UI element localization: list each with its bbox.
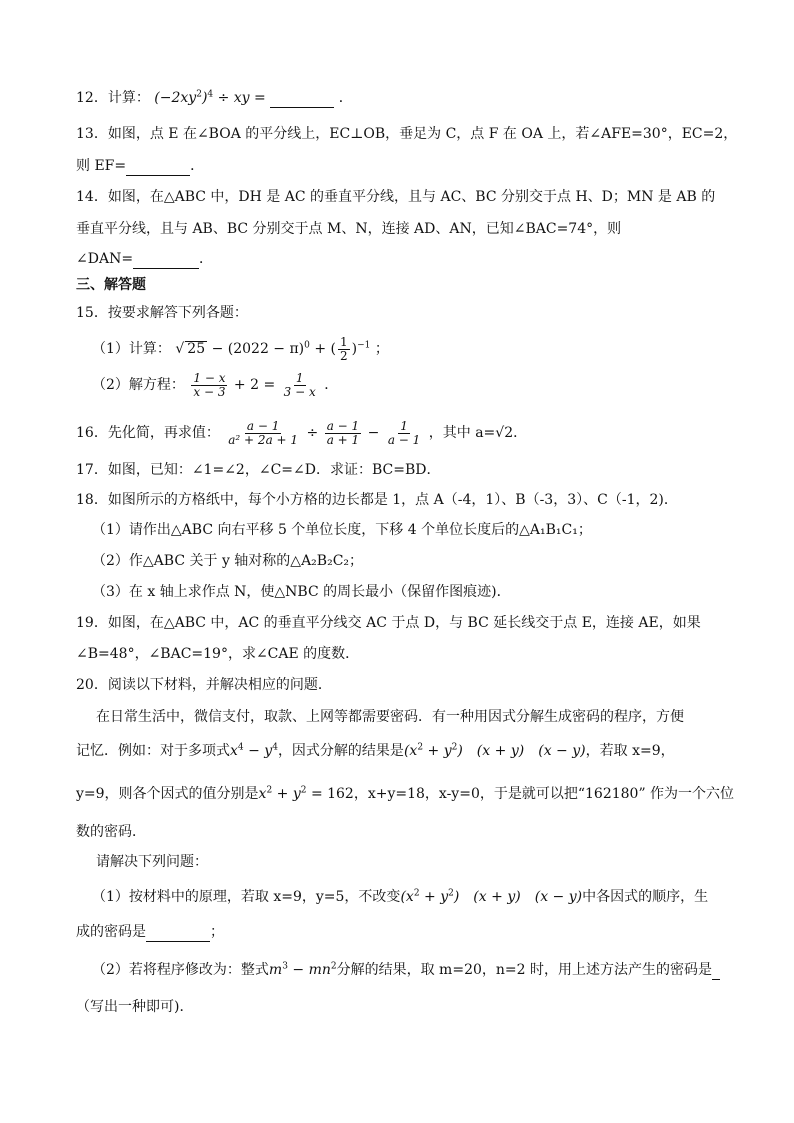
factored-expression: $(x^2 + y^2)$ (x + y) (x − y)	[400, 888, 583, 905]
section-heading: 三、解答题	[76, 277, 146, 293]
answer-blank[interactable]	[712, 963, 720, 980]
question-text: 阅读以下材料，并解决相应的问题．	[107, 677, 332, 693]
math-expression: √ $25 - (2022 - \pi)^0$ + ( $\frac{1}{2}$ )$^{-1}$	[175, 334, 371, 363]
question-number: 13．	[76, 126, 108, 142]
question-number: 19．	[76, 615, 108, 631]
question-20-part2: （2）若将程序修改为：整式$m^3 - mn^2$分解的结果，取 m=20，n=2 时，用上述方法产生的密码是	[92, 960, 720, 980]
question-19-line1	[76, 613, 701, 633]
question-20-prompt: 请解决下列问题：	[96, 854, 208, 870]
question-20-part1-cont: 成的密码是 ；	[76, 924, 224, 940]
factored-expression: $(x^2 + y^2)$ (x + y) (x − y)	[403, 742, 586, 759]
material-line3: y=9，则各个因式的值分别是$x^2 + y^2 = 162$，x+y=18，x-y=0，于是就可以把“162180” 作为一个六位	[76, 785, 735, 802]
question-20-part2-cont: （写出一种即可)．	[76, 999, 194, 1015]
question-17	[76, 460, 440, 480]
math-expression: $(-2xy^2)^4$ ÷ xy =	[154, 89, 266, 106]
question-20	[76, 675, 332, 695]
fraction: $\frac{a - 1}{\text{a² + 2a + 1}}$	[228, 418, 299, 447]
question-number: 16．	[76, 425, 108, 441]
question-20-part1: （1）按材料中的原理，若取 x=9，y=5，不改变$(x^2 + y^2)$ (x + y) (x − y)中各因式的顺序，生	[92, 888, 709, 905]
question-14-line2: 垂直平分线，且与 AB、BC 分别交于点 M、N，连接 AD、AN，已知∠BAC=74°，则	[76, 221, 622, 237]
material-line4: 数的密码．	[76, 824, 146, 840]
question-text: 按要求解答下列各题：	[107, 305, 248, 321]
question-number: 17．	[76, 462, 108, 478]
question-18-part3: （3）在 x 轴上求作点 N，使△NBC 的周长最小（保留作图痕迹)．	[92, 584, 511, 600]
question-15-part2: （2）解方程： $\frac{1 - x}{x - 3}$ + 2 = $\frac{1}{3 - x}$ ．	[92, 370, 339, 399]
fraction: $\frac{1}{3 - x}$	[283, 370, 316, 399]
question-13-line2: 则 EF= ．	[76, 158, 205, 174]
math-expression: $m^3 - mn^2$	[268, 961, 337, 978]
fraction: $\frac{1 - x}{x - 3}$	[193, 370, 226, 399]
math-expression: $x^2 + y^2 = 162$	[258, 785, 354, 802]
question-text: 如图，点 E 在∠BOA 的平分线上，EC⊥OB，垂足为 C，点 F 在 OA 上，若∠AFE=30°，EC=2，	[107, 126, 738, 142]
question-18	[76, 490, 678, 510]
question-18-part2: （2）作△ABC 关于 y 轴对称的△A₂B₂C₂；	[92, 553, 364, 569]
material-line1: 在日常生活中，微信支付，取款、上网等都需要密码．有一种用因式分解生成密码的程序，方便	[96, 709, 684, 725]
fraction: $\frac{1}{a - 1}$	[387, 418, 421, 447]
math-expression: $x^4 - y^4$	[230, 742, 278, 759]
question-text: 如图，在△ABC 中，AC 的垂直平分线交 AC 于点 D，与 BC 延长线交于点 E，连接 AE，如果	[107, 615, 701, 631]
answer-blank[interactable]	[146, 925, 210, 942]
answer-blank[interactable]	[126, 159, 190, 176]
question-number: 12．	[76, 90, 108, 106]
question-13-line1	[76, 124, 737, 144]
question-12: 12．计算： $(-2xy^2)^4$ ÷ xy = ．	[76, 89, 353, 106]
question-text: 如图，已知：∠1=∠2，∠C=∠D．求证：BC=BD．	[107, 462, 441, 478]
fraction: $\frac{a - 1}{a + 1}$	[326, 418, 360, 447]
question-15	[76, 303, 248, 323]
question-16: 16．先化简，再求值： $\frac{a - 1}{\text{a² + 2a + 1}}$ ÷ $\frac{a - 1}{a + 1}$ − $\frac{1}{a - 1}$ ，其中 a=√2．	[76, 418, 528, 447]
question-19-line2: ∠B=48°，∠BAC=19°，求∠CAE 的度数．	[76, 646, 360, 662]
answer-blank[interactable]	[270, 91, 334, 108]
question-number: 14．	[76, 189, 108, 205]
question-text: 如图所示的方格纸中，每个小方格的边长都是 1，点 A（-4，1）、B（-3，3）、C（-1，2)．	[107, 492, 678, 508]
question-text: 如图，在△ABC 中，DH 是 AC 的垂直平分线，且与 AC、BC 分别交于点 H、D；MN 是 AB 的	[107, 189, 716, 205]
question-14-line3: ∠DAN= ．	[76, 251, 214, 267]
material-line2: 记忆．例如：对于多项式$x^4 - y^4$，因式分解的结果是$(x^2 + y^2)$ (x + y) (x − y)，若取 x=9，	[76, 742, 675, 759]
question-number: 15．	[76, 305, 108, 321]
question-number: 18．	[76, 492, 108, 508]
question-15-part1: （1）计算： √ $25 - (2022 - \pi)^0$ + ( $\frac{1}{2}$ )$^{-1}$ ；	[92, 334, 389, 363]
value-expression: √2	[495, 425, 514, 441]
question-18-part1: （1）请作出△ABC 向右平移 5 个单位长度，下移 4 个单位长度后的△A₁B₁C₁；	[92, 522, 592, 538]
question-14-line1	[76, 187, 715, 207]
question-number: 20．	[76, 677, 108, 693]
question-text: 计算：	[107, 90, 150, 106]
answer-blank[interactable]	[133, 252, 199, 269]
